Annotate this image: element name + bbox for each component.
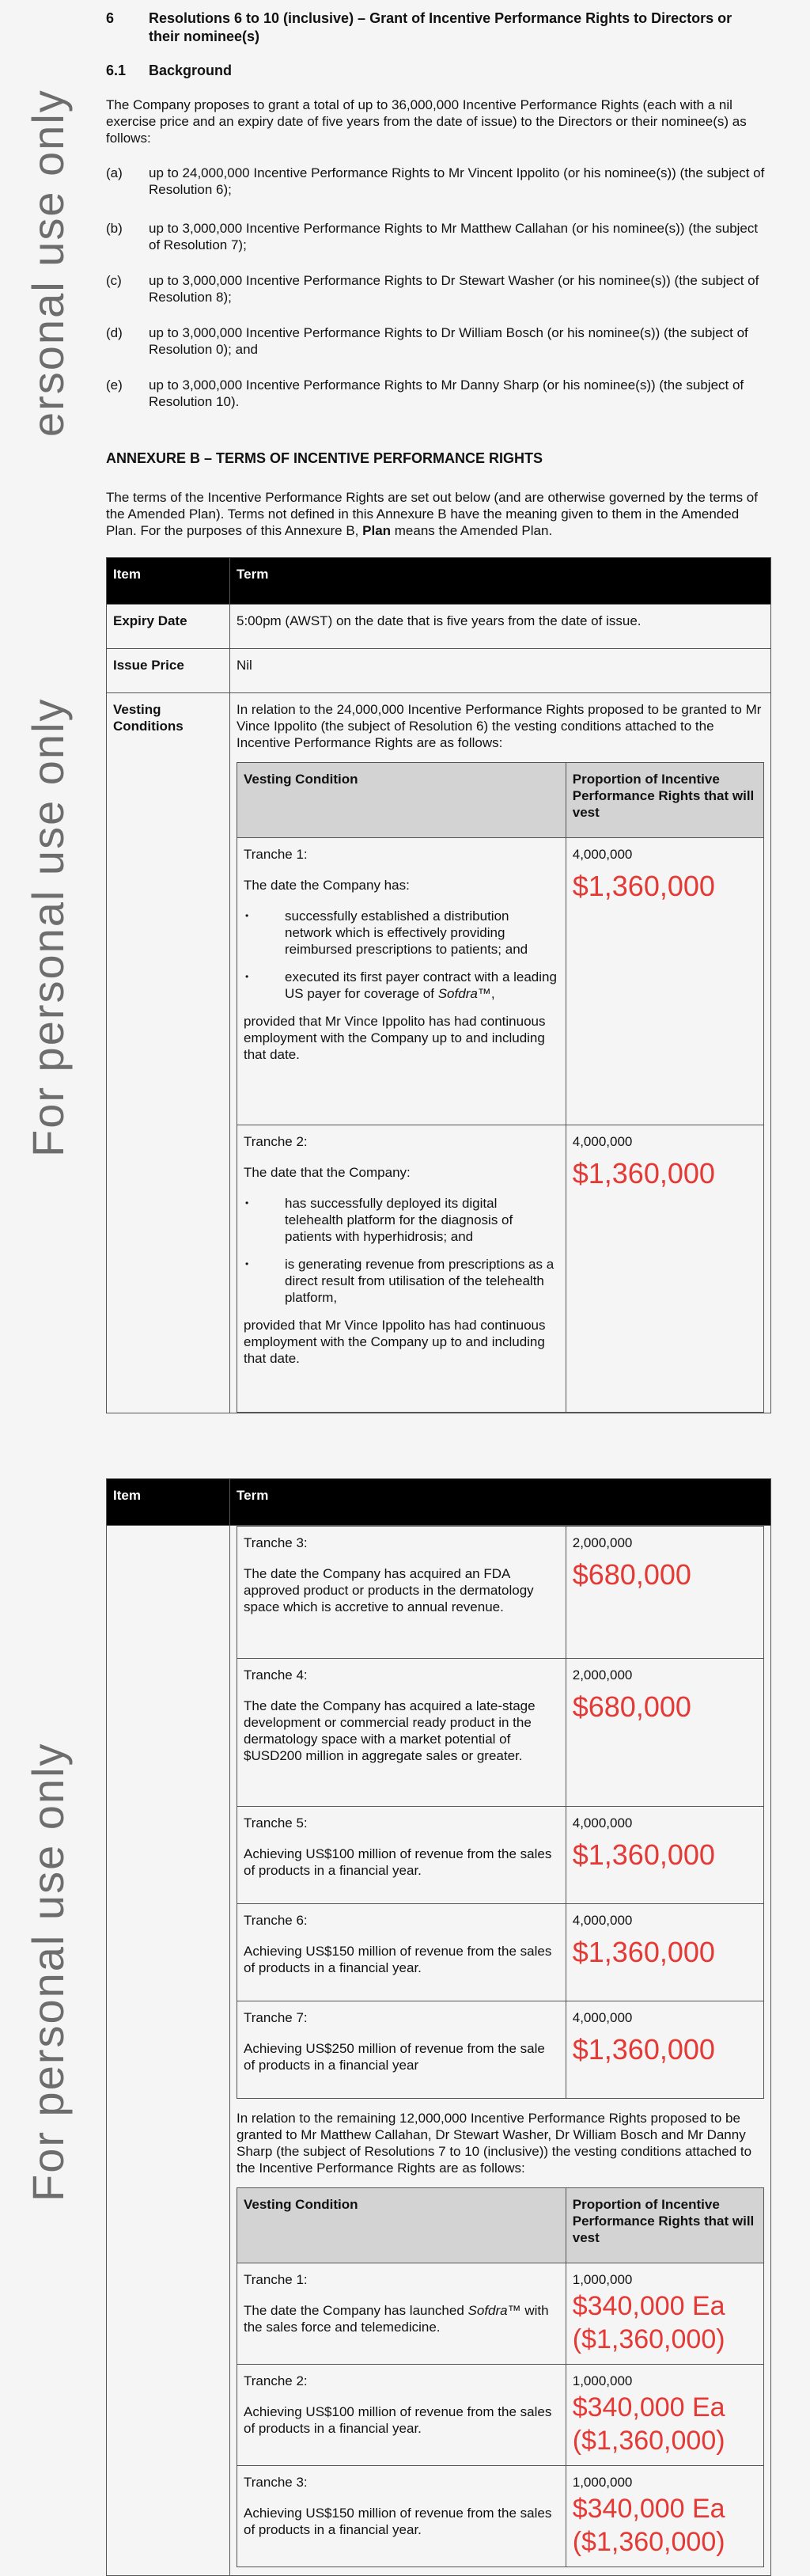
bullet-icon: • [245, 971, 249, 982]
proportion-value: 2,000,000 [572, 1667, 633, 1683]
proportion-cell [566, 1125, 763, 1413]
vesting-header-row [237, 2188, 764, 2263]
vesting-table [237, 762, 764, 1413]
proportion-value: 4,000,000 [572, 2010, 633, 2025]
list-item: (d) up to 3,000,000 Incentive Performance Rights to Dr William Bosch (or his nominee(s)) (the subject of Resolution 0); and [106, 325, 748, 357]
table-row [237, 1904, 764, 2001]
tranche-title: Tranche 5: [244, 1815, 308, 1831]
table-row [107, 1526, 771, 2576]
tranche-title: Tranche 1: [244, 2272, 308, 2287]
tranche-proviso: provided that Mr Vince Ippolito has had continuous employment with the Company up to and including that date. [244, 1318, 546, 1366]
subsection-title: Background [149, 63, 233, 78]
row-label-expiry: Expiry Date [107, 605, 230, 649]
tranche-text: Achieving US$150 million of revenue from the sales of products in a financial year. [244, 1944, 552, 1975]
proportion-value: 4,000,000 [572, 1815, 633, 1831]
bullet-icon: • [245, 1197, 249, 1208]
handwritten-note: $1,360,000 [572, 1838, 715, 1871]
tranche-title: Tranche 7: [244, 2010, 308, 2025]
watermark-text: For personal use only [23, 697, 73, 1157]
list-item: • executed its first payer contract with a leading US payer for coverage of Sofdra™, [245, 969, 557, 1001]
tranche-title: Tranche 2: [244, 1134, 308, 1149]
list-item: • is generating revenue from prescriptions as a direct result from utilisation of the telehealth platform, [245, 1257, 555, 1305]
vesting-col-proportion: Proportion of Incentive Performance Rights that will vest [566, 2188, 763, 2263]
proportion-cell [566, 1527, 763, 1659]
row-value-vesting-continued [230, 1526, 771, 2576]
proportion-value: 4,000,000 [572, 1134, 633, 1149]
section-title: Resolutions 6 to 10 (inclusive) – Grant of Incentive Performance Rights to Directors or their nominee(s) [149, 10, 732, 44]
handwritten-note: $1,360,000 [572, 870, 715, 902]
row-value-expiry: 5:00pm (AWST) on the date that is five years from the date of issue. [230, 605, 771, 649]
handwritten-note: $1,360,000 [572, 2033, 715, 2066]
column-header-item: Item [107, 558, 230, 605]
tranche-text: Achieving US$250 million of revenue from the sale of products in a financial year [244, 2041, 545, 2073]
proportion-cell [566, 2263, 763, 2365]
table-row [237, 2001, 764, 2099]
tranche-title: Tranche 3: [244, 1535, 308, 1550]
table-row [237, 838, 764, 1125]
table-row [237, 1807, 764, 1904]
handwritten-note: ($1,360,000) [572, 2426, 725, 2456]
list-item: (a) up to 24,000,000 Incentive Performance Rights to Mr Vincent Ippolito (or his nominee(s)) (the subject of Resolution 6); [106, 165, 765, 197]
tranche-title: Tranche 4: [244, 1667, 308, 1683]
vesting-col-condition: Vesting Condition [237, 2188, 566, 2263]
bullet-icon: • [245, 1258, 249, 1269]
list-item: • has successfully deployed its digital telehealth platform for the diagnosis of patients with hyperhidrosis; and [245, 1196, 513, 1244]
list-item: (c) up to 3,000,000 Incentive Performance Rights to Dr Stewart Washer (or his nominee(s)) (the subject of Resolution 8); [106, 273, 759, 305]
handwritten-note: ($1,360,000) [572, 2324, 725, 2354]
proportion-cell [566, 2365, 763, 2466]
table-row [107, 649, 771, 693]
handwritten-note: $680,000 [572, 1558, 691, 1591]
row-label-empty [107, 1526, 230, 2576]
section-intro: The Company proposes to grant a total of up to 36,000,000 Incentive Performance Rights (each with a nil exercise price and an expiry date of five years from the date of issue) to the Directors or their nominee(s) as follows: [106, 97, 747, 146]
handwritten-note: $340,000 Ea [572, 2291, 725, 2321]
table-row [107, 605, 771, 649]
handwritten-note: ($1,360,000) [572, 2527, 725, 2557]
proportion-cell [566, 2001, 763, 2099]
tranche-cell [237, 2466, 566, 2567]
column-header-term: Term [230, 558, 771, 605]
bullet-icon: • [245, 910, 249, 921]
list-item: (b) up to 3,000,000 Incentive Performance Rights to Mr Matthew Callahan (or his nominee(s)) (the subject of Resolution 7); [106, 221, 759, 252]
terms-table [106, 557, 771, 1413]
tranche-cell [237, 2365, 566, 2466]
watermark-text: ersonal use only [23, 89, 73, 437]
handwritten-note: $680,000 [572, 1690, 691, 1723]
row-value-vesting [230, 693, 771, 1413]
tranche-text: Achieving US$100 million of revenue from the sales of products in a financial year. [244, 1846, 552, 1878]
table-row [237, 2263, 764, 2365]
tranche-title: Tranche 1: [244, 847, 308, 862]
vesting-header-row [237, 763, 764, 838]
vesting-intro-second: In relation to the remaining 12,000,000 Incentive Performance Rights proposed to be granted to Mr Matthew Callahan, Dr Stewart Washer, Dr William Bosch and Mr Danny Sharp (the subject of Resolutions 7 to 10 (inclusive)) the vesting conditions attached to the Incentive Performance Rights are as follows: [237, 2111, 752, 2176]
row-label-issue-price: Issue Price [107, 649, 230, 693]
handwritten-note: $1,360,000 [572, 1157, 715, 1189]
column-header-term: Term [230, 1479, 771, 1526]
handwritten-note: $340,000 Ea [572, 2392, 725, 2422]
list-item: (e) up to 3,000,000 Incentive Performance Rights to Mr Danny Sharp (or his nominee(s)) (the subject of Resolution 10). [106, 377, 744, 409]
table-header-row [107, 1479, 771, 1526]
watermark-text: For personal use only [23, 1742, 73, 2202]
tranche-text: The date the Company has acquired an FDA approved product or products in the dermatology space which is accretive to annual revenue. [244, 1566, 534, 1614]
table-row [237, 1659, 764, 1807]
proportion-cell [566, 1659, 763, 1807]
row-label-vesting: Vesting Conditions [107, 693, 230, 1413]
tranche-cell [237, 1659, 566, 1807]
section-number: 6 [106, 10, 115, 26]
tranche-title: Tranche 2: [244, 2373, 308, 2388]
row-value-issue-price: Nil [230, 649, 771, 693]
proportion-cell [566, 1904, 763, 2001]
proportion-value: 2,000,000 [572, 1535, 633, 1550]
terms-table-continued [106, 1478, 771, 2576]
annexure-title: ANNEXURE B – TERMS OF INCENTIVE PERFORMANCE RIGHTS [106, 450, 543, 466]
list-item: • successfully established a distribution network which is effectively providing reimbursed prescriptions to patients; and [245, 909, 528, 957]
tranche-cell [237, 2001, 566, 2099]
tranche-intro: The date that the Company: [244, 1165, 411, 1180]
proportion-value: 4,000,000 [572, 1913, 633, 1928]
vesting-col-proportion: Proportion of Incentive Performance Rights that will vest [566, 763, 763, 838]
proportion-value: 1,000,000 [572, 2373, 633, 2388]
table-row [237, 2365, 764, 2466]
tranche-text: Achieving US$150 million of revenue from the sales of products in a financial year. [244, 2506, 552, 2537]
tranche-title: Tranche 3: [244, 2475, 308, 2490]
tranche-cell [237, 1527, 566, 1659]
tranche-text: Achieving US$100 million of revenue from the sales of products in a financial year. [244, 2404, 552, 2436]
proportion-cell [566, 1807, 763, 1904]
proportion-value: 4,000,000 [572, 847, 633, 862]
table-row [237, 2466, 764, 2567]
vesting-table [237, 1526, 764, 2099]
handwritten-note: $1,360,000 [572, 1936, 715, 1968]
tranche-cell [237, 1807, 566, 1904]
tranche-intro: The date the Company has: [244, 878, 410, 893]
tranche-text: The date the Company has launched Sofdra™ with the sales force and telemedicine. [244, 2303, 549, 2335]
column-header-item: Item [107, 1479, 230, 1526]
tranche-text: The date the Company has acquired a late-stage development or commercial ready product in the dermatology space with a market potential of $USD200 million in aggregate sales or greater. [244, 1698, 536, 1763]
tranche-cell [237, 838, 566, 1125]
tranche-cell [237, 1904, 566, 2001]
watermark-strip [0, 0, 95, 2556]
table-row [237, 1527, 764, 1659]
tranche-cell [237, 2263, 566, 2365]
proportion-value: 1,000,000 [572, 2475, 633, 2490]
vesting-col-condition: Vesting Condition [237, 763, 566, 838]
table-row [237, 1125, 764, 1413]
vesting-table-second [237, 2187, 764, 2567]
subsection-number: 6.1 [106, 63, 127, 78]
tranche-title: Tranche 6: [244, 1913, 308, 1928]
proportion-value: 1,000,000 [572, 2272, 633, 2287]
proportion-cell [566, 2466, 763, 2567]
proportion-cell [566, 838, 763, 1125]
handwritten-note: $340,000 Ea [572, 2494, 725, 2524]
annexure-intro: The terms of the Incentive Performance Rights are set out below (and are otherwise governed by the terms of the Amended Plan). Terms not defined in this Annexure B have the meaning given to them in the Amended Plan. For the purposes of this Annexure B, Plan means the Amended Plan. [106, 490, 758, 538]
vesting-intro: In relation to the 24,000,000 Incentive Performance Rights proposed to be granted to Mr Vince Ippolito (the subject of Resolution 6) the vesting conditions attached to the Incentive Performance Rights are as follows: [237, 702, 762, 750]
tranche-proviso: provided that Mr Vince Ippolito has had continuous employment with the Company up to and including that date. [244, 1014, 546, 1062]
table-row [107, 693, 771, 1413]
table-header-row [107, 558, 771, 605]
tranche-cell [237, 1125, 566, 1413]
